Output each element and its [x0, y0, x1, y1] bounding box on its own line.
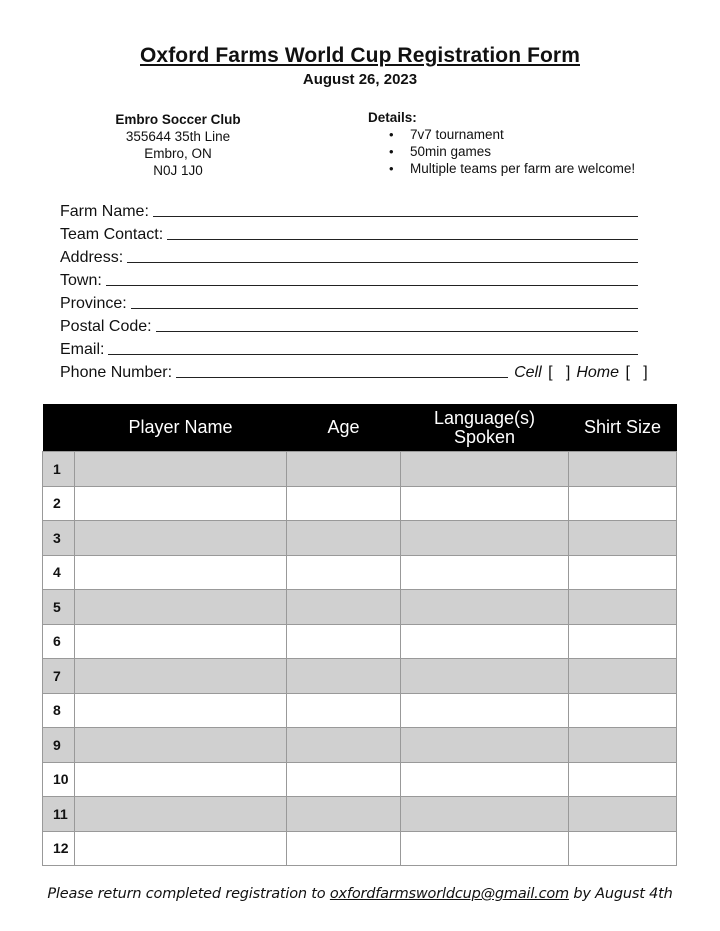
column-header-shirt-size: Shirt Size	[569, 404, 677, 452]
town-field[interactable]	[60, 267, 638, 290]
column-header-player-name: Player Name	[75, 404, 287, 452]
event-date: August 26, 2023	[302, 71, 418, 88]
table-row	[43, 486, 677, 521]
age-cell[interactable]	[287, 728, 401, 763]
shirt-size-cell[interactable]	[569, 555, 677, 590]
table-row	[43, 693, 677, 728]
shirt-size-cell[interactable]	[569, 521, 677, 556]
age-cell[interactable]	[287, 555, 401, 590]
postal-code-label: Postal Code:	[60, 318, 152, 335]
table-row	[43, 831, 677, 866]
age-cell[interactable]	[287, 486, 401, 521]
player-name-cell[interactable]	[75, 728, 287, 763]
row-number: 1	[43, 452, 75, 487]
player-name-cell[interactable]	[75, 521, 287, 556]
shirt-size-cell[interactable]	[569, 762, 677, 797]
details-item: • 50min games	[410, 143, 635, 160]
languages-cell[interactable]	[401, 728, 569, 763]
club-postal: N0J 1J0	[153, 163, 203, 178]
age-cell[interactable]	[287, 590, 401, 625]
languages-cell[interactable]	[401, 555, 569, 590]
row-number: 6	[43, 624, 75, 659]
row-number: 12	[43, 831, 75, 866]
table-row	[43, 590, 677, 625]
shirt-size-cell[interactable]	[569, 728, 677, 763]
shirt-size-cell[interactable]	[569, 693, 677, 728]
details-item: • 7v7 tournament	[410, 126, 635, 143]
languages-cell[interactable]	[401, 762, 569, 797]
player-name-cell[interactable]	[75, 693, 287, 728]
table-header-row	[43, 404, 677, 452]
phone-number-line[interactable]	[176, 363, 508, 378]
player-name-cell[interactable]	[75, 659, 287, 694]
row-number: 9	[43, 728, 75, 763]
table-row	[43, 624, 677, 659]
languages-cell[interactable]	[401, 521, 569, 556]
age-cell[interactable]	[287, 659, 401, 694]
shirt-size-cell[interactable]	[569, 452, 677, 487]
club-city: Embro, ON	[144, 146, 212, 161]
table-row	[43, 555, 677, 590]
table-row	[43, 659, 677, 694]
postal-code-field[interactable]	[60, 313, 638, 336]
cell-label: Cell	[514, 364, 542, 381]
row-number: 4	[43, 555, 75, 590]
email-label: Email:	[60, 341, 105, 358]
details-heading: Details:	[368, 110, 417, 125]
address-label: Address:	[60, 249, 124, 266]
details-section	[368, 109, 635, 177]
player-name-cell[interactable]	[75, 624, 287, 659]
province-label: Province:	[60, 295, 127, 312]
cell-checkbox[interactable]: [ ]	[548, 364, 571, 381]
footer-text-before: Please return completed registration to	[47, 886, 330, 902]
languages-cell[interactable]	[401, 590, 569, 625]
age-cell[interactable]	[287, 693, 401, 728]
languages-header-line1: Language(s)	[433, 407, 536, 428]
player-name-cell[interactable]	[75, 831, 287, 866]
club-name: Embro Soccer Club	[115, 112, 241, 127]
row-number: 8	[43, 693, 75, 728]
details-list	[368, 126, 635, 177]
row-number: 3	[43, 521, 75, 556]
footer-email-link[interactable]: oxfordfarmsworldcup@gmail.com	[329, 886, 569, 902]
languages-header-line2: Spoken	[453, 426, 516, 447]
form-title: Oxford Farms World Cup Registration Form	[140, 44, 580, 67]
contact-fields	[60, 198, 648, 382]
home-option[interactable]	[570, 364, 647, 382]
shirt-size-cell[interactable]	[569, 624, 677, 659]
farm-name-line[interactable]	[153, 202, 638, 217]
age-cell[interactable]	[287, 452, 401, 487]
table-row	[43, 762, 677, 797]
player-name-cell[interactable]	[75, 797, 287, 832]
languages-cell[interactable]	[401, 693, 569, 728]
email-field[interactable]	[60, 336, 638, 359]
email-line[interactable]	[108, 340, 638, 355]
player-name-cell[interactable]	[75, 762, 287, 797]
home-checkbox[interactable]: [ ]	[625, 364, 648, 381]
row-number: 11	[43, 797, 75, 832]
column-header-age: Age	[287, 404, 401, 452]
phone-number-field[interactable]	[60, 359, 648, 382]
cell-option[interactable]	[508, 364, 570, 382]
shirt-size-cell[interactable]	[569, 797, 677, 832]
player-rows	[43, 452, 677, 866]
club-info	[98, 111, 258, 179]
table-row	[43, 728, 677, 763]
age-cell[interactable]	[287, 624, 401, 659]
row-number: 7	[43, 659, 75, 694]
shirt-size-cell[interactable]	[569, 831, 677, 866]
age-cell[interactable]	[287, 797, 401, 832]
row-number: 10	[43, 762, 75, 797]
home-label: Home	[576, 364, 619, 381]
phone-number-label: Phone Number:	[60, 364, 173, 381]
languages-cell[interactable]	[401, 452, 569, 487]
row-number: 2	[43, 486, 75, 521]
languages-cell[interactable]	[401, 624, 569, 659]
player-name-cell[interactable]	[75, 555, 287, 590]
province-field[interactable]	[60, 290, 638, 313]
team-contact-label: Team Contact:	[60, 226, 164, 243]
player-name-cell[interactable]	[75, 486, 287, 521]
address-field[interactable]	[60, 244, 638, 267]
farm-name-field[interactable]	[60, 198, 638, 221]
footer-note	[0, 886, 720, 902]
languages-cell[interactable]	[401, 797, 569, 832]
age-cell[interactable]	[287, 521, 401, 556]
table-row	[43, 797, 677, 832]
languages-cell[interactable]	[401, 831, 569, 866]
team-contact-line[interactable]	[167, 225, 638, 240]
team-contact-field[interactable]	[60, 221, 638, 244]
age-cell[interactable]	[287, 762, 401, 797]
address-line[interactable]	[127, 248, 638, 263]
shirt-size-cell[interactable]	[569, 590, 677, 625]
age-cell[interactable]	[287, 831, 401, 866]
player-name-cell[interactable]	[75, 452, 287, 487]
column-header-number	[43, 404, 75, 452]
province-line[interactable]	[131, 294, 638, 309]
languages-cell[interactable]	[401, 486, 569, 521]
shirt-size-cell[interactable]	[569, 486, 677, 521]
town-label: Town:	[60, 272, 102, 289]
languages-cell[interactable]	[401, 659, 569, 694]
player-table	[42, 404, 677, 866]
town-line[interactable]	[106, 271, 638, 286]
table-row	[43, 452, 677, 487]
player-name-cell[interactable]	[75, 590, 287, 625]
table-row	[43, 521, 677, 556]
row-number: 5	[43, 590, 75, 625]
column-header-languages	[401, 404, 569, 452]
shirt-size-cell[interactable]	[569, 659, 677, 694]
club-address: 355644 35th Line	[125, 129, 231, 144]
postal-code-line[interactable]	[156, 317, 638, 332]
footer-text-after: by August 4th	[568, 886, 673, 902]
details-item: • Multiple teams per farm are welcome!	[410, 160, 635, 177]
farm-name-label: Farm Name:	[60, 203, 149, 220]
